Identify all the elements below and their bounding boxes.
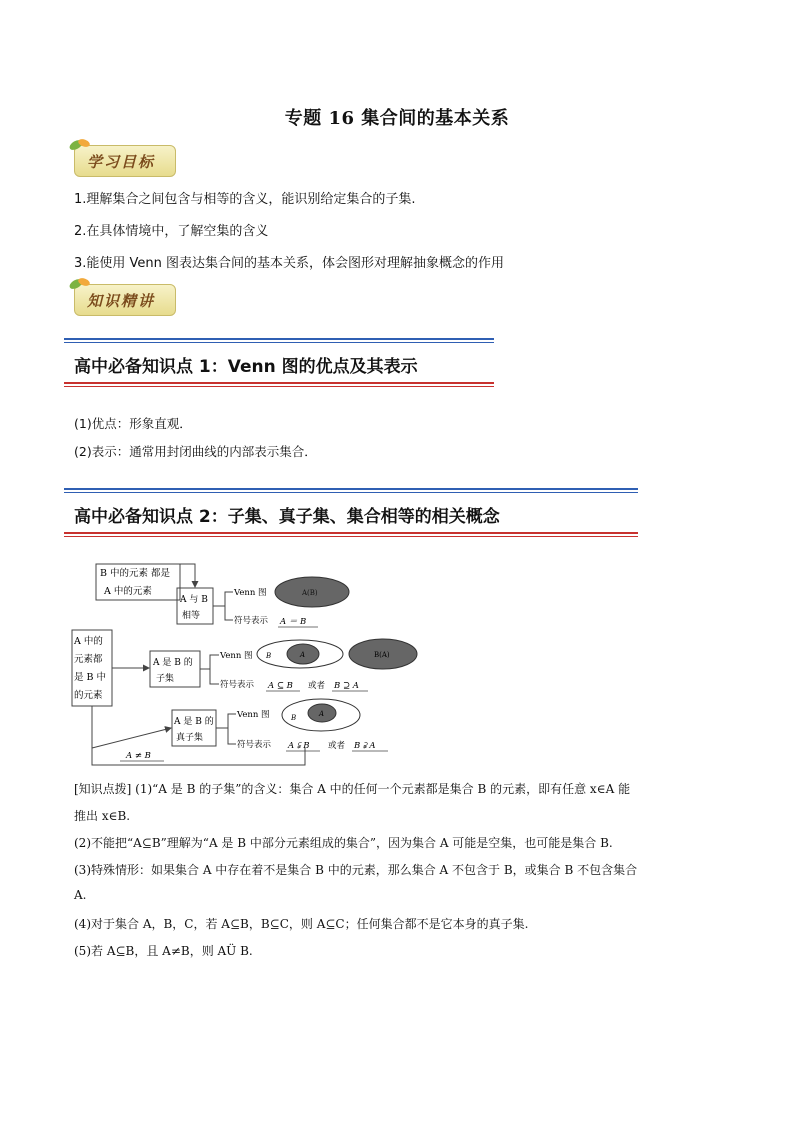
symbol-label: 符号表示 <box>220 680 255 690</box>
goal-item: 3.能使用 Venn 图表达集合间的基本关系，体会图形对理解抽象概念的作用 <box>74 256 505 271</box>
venn-label: Venn 图 <box>220 651 253 661</box>
section2-heading: 高中必备知识点 2：子集、真子集、集合相等的相关概念 <box>74 507 500 527</box>
or-text: 或者 <box>328 741 346 751</box>
symbol-label: 符号表示 <box>237 740 272 750</box>
eq-symbol: A ＝ B <box>280 617 307 627</box>
or-text: 或者 <box>308 681 326 691</box>
tip-line: [知识点拨] (1)“A 是 B 的子集”的含义：集合 A 中的任何一个元素都是集合 B 的元素，即有任意 x∈A 能 <box>74 782 631 796</box>
sub-venn-outer-label: B <box>266 652 272 660</box>
page-title: 专题 16 集合间的基本关系 <box>284 108 510 129</box>
section-rule-bottom <box>64 382 494 387</box>
section-rule-top <box>64 338 494 343</box>
section1-heading: 高中必备知识点 1：Venn 图的优点及其表示 <box>74 357 418 377</box>
knowledge-badge-label: 知识精讲 <box>87 292 156 310</box>
left-box-line: 元素都 <box>74 654 103 665</box>
knowledge-badge <box>74 284 176 316</box>
venn-label: Venn 图 <box>234 588 267 598</box>
eq-box-line: A 与 B <box>180 595 208 605</box>
tip-line: (5)若 A⊆B，且 A≠B，则 AÜ B. <box>74 944 253 958</box>
venn-label: Venn 图 <box>237 710 270 720</box>
goal-item: 1.理解集合之间包含与相等的含义，能识别给定集合的子集. <box>74 192 416 207</box>
goal-item: 2.在具体情境中，了解空集的含义 <box>74 224 269 239</box>
sub-alt-label: B(A) <box>374 651 390 659</box>
left-box-line: 是 B 中 <box>74 672 107 683</box>
tip-line: (2)不能把“A⊆B”理解为“A 是 B 中部分元素组成的集合”，因为集合 A 可能是空集，也可能是集合 B. <box>74 836 613 850</box>
sub-box-line: 子集 <box>156 674 175 684</box>
top-note-1: B 中的元素 都是 <box>100 568 171 579</box>
tip-line: 推出 x∈B. <box>74 809 131 823</box>
symbol-label: 符号表示 <box>234 616 269 626</box>
sub-venn-inner-label: A <box>300 651 306 659</box>
neq-label: A ≠ B <box>126 751 151 761</box>
section-rule-top <box>64 488 638 493</box>
tip-line: (4)对于集合 A，B，C，若 A⊆B，B⊆C，则 A⊆C；任何集合都不是它本身的真子集. <box>74 917 529 931</box>
left-box-line: 的元素 <box>74 690 103 701</box>
sub-box-line: A 是 B 的 <box>153 658 193 668</box>
sub-symbol-2: B ⊇ A <box>334 681 359 691</box>
tip-line: A. <box>74 888 87 902</box>
section-rule-bottom <box>64 532 638 537</box>
eq-venn-label: A(B) <box>302 589 318 597</box>
proper-box-line: 真子集 <box>176 733 204 743</box>
goals-badge-label: 学习目标 <box>87 153 156 171</box>
proper-symbol-2: B ⫌ A <box>354 741 376 751</box>
section1-item: (1)优点：形象直观． <box>74 416 192 431</box>
proper-venn-outer-label: B <box>291 714 297 722</box>
goals-badge <box>74 145 176 177</box>
top-note-2: A 中的元素 <box>104 586 152 597</box>
tip-line: (3)特殊情形：如果集合 A 中存在着不是集合 B 中的元素，那么集合 A 不包含于 B，或集合 B 不包含集合 <box>74 863 638 877</box>
eq-box-line: 相等 <box>182 611 201 621</box>
proper-box-line: A 是 B 的 <box>174 717 214 727</box>
sub-symbol-1: A ⊆ B <box>268 681 293 691</box>
section1-item: (2)表示：通常用封闭曲线的内部表示集合． <box>74 444 317 459</box>
concept-diagram <box>60 558 440 768</box>
left-box-line: A 中的 <box>74 636 103 647</box>
proper-venn-inner-label: A <box>319 710 325 718</box>
proper-symbol-1: A ⫋ B <box>288 741 310 751</box>
